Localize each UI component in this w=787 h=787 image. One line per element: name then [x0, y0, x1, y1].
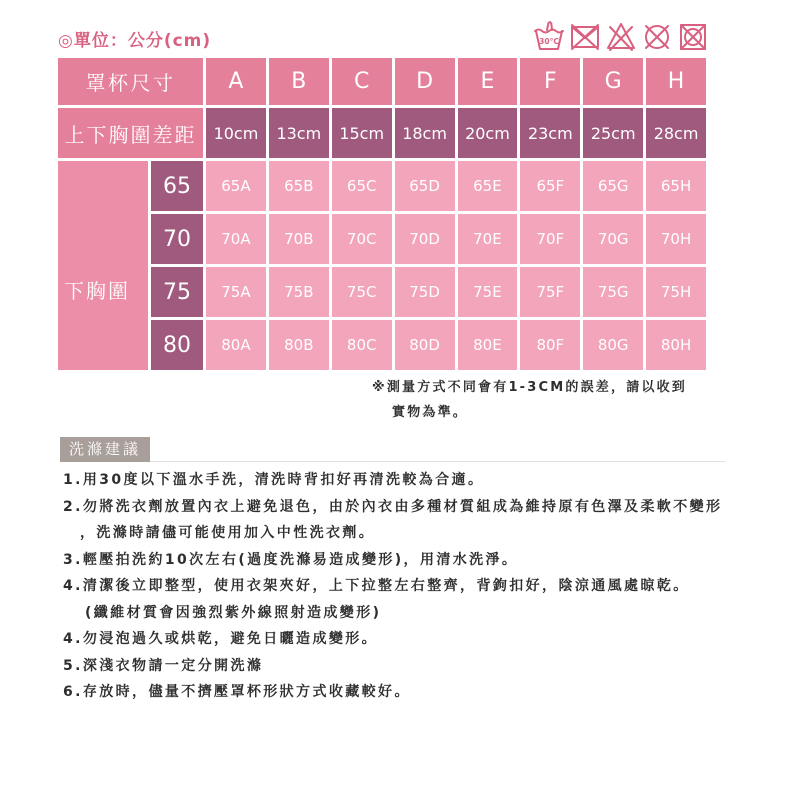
size-70b: 70B	[269, 214, 329, 264]
size-80c: 80C	[332, 320, 392, 370]
bust-difference-e: 20cm	[458, 108, 518, 158]
bust-difference-header: 上下胸圍差距	[58, 108, 203, 158]
size-80h: 80H	[646, 320, 706, 370]
care-item-7: 6.存放時，儘量不擠壓罩杯形狀方式收藏較好。	[63, 684, 411, 700]
cup-header-g: G	[583, 58, 643, 105]
size-75c: 75C	[332, 267, 392, 317]
size-65c: 65C	[332, 161, 392, 211]
measurement-note-continued: 實物為準。	[392, 405, 469, 420]
size-65g: 65G	[583, 161, 643, 211]
no-dry-clean-icon	[641, 19, 673, 53]
size-70f: 70F	[520, 214, 580, 264]
bust-difference-b: 13cm	[269, 108, 329, 158]
cup-header-b: B	[269, 58, 329, 105]
care-section-divider	[60, 461, 725, 462]
measurement-note: ※測量方式不同會有1-3CM的誤差，請以收到	[372, 380, 688, 395]
size-65a: 65A	[206, 161, 266, 211]
size-80d: 80D	[395, 320, 455, 370]
cup-header-c: C	[332, 58, 392, 105]
cup-size-header: 罩杯尺寸	[58, 58, 203, 105]
size-65b: 65B	[269, 161, 329, 211]
bust-difference-g: 25cm	[583, 108, 643, 158]
no-bleach-icon	[605, 19, 637, 53]
size-75g: 75G	[583, 267, 643, 317]
size-75d: 75D	[395, 267, 455, 317]
wash-temperature-label: 30°C	[539, 37, 559, 46]
care-item-6: 5.深淺衣物請一定分開洗滌	[63, 657, 264, 674]
size-80b: 80B	[269, 320, 329, 370]
bust-difference-c: 15cm	[332, 108, 392, 158]
size-80e: 80E	[458, 320, 518, 370]
care-instructions	[63, 467, 722, 706]
hand-wash-30-icon	[533, 19, 565, 53]
band-size-70: 70	[151, 214, 203, 264]
band-size-80: 80	[151, 320, 203, 370]
unit-label: ◎單位：公分(cm)	[58, 31, 212, 51]
care-section-title: 洗滌建議	[60, 437, 150, 462]
size-65e: 65E	[458, 161, 518, 211]
care-item-1: 1.用30度以下溫水手洗，清洗時背扣好再清洗較為合適。	[63, 472, 485, 488]
no-wring-icon	[569, 19, 601, 53]
cup-header-d: D	[395, 58, 455, 105]
cup-header-a: A	[206, 58, 266, 105]
cup-header-e: E	[458, 58, 518, 105]
size-65h: 65H	[646, 161, 706, 211]
size-80a: 80A	[206, 320, 266, 370]
size-75h: 75H	[646, 267, 706, 317]
bust-difference-f: 23cm	[520, 108, 580, 158]
care-icons	[533, 19, 709, 53]
size-75e: 75E	[458, 267, 518, 317]
care-item-4: 4.清潔後立即整型，使用衣架夾好，上下拉整左右整齊，背鉤扣好，陰涼通風處晾乾。	[63, 578, 690, 594]
bust-difference-h: 28cm	[646, 108, 706, 158]
care-item-5: 4.勿浸泡過久或烘乾，避免日曬造成變形。	[63, 631, 379, 647]
size-70a: 70A	[206, 214, 266, 264]
no-tumble-dry-icon	[677, 19, 709, 53]
cup-header-f: F	[520, 58, 580, 105]
care-item-2-continued: ，洗滌時請儘可能使用加入中性洗衣劑。	[80, 525, 376, 541]
size-65f: 65F	[520, 161, 580, 211]
band-size-75: 75	[151, 267, 203, 317]
size-70e: 70E	[458, 214, 518, 264]
size-75b: 75B	[269, 267, 329, 317]
size-65d: 65D	[395, 161, 455, 211]
size-70g: 70G	[583, 214, 643, 264]
size-70c: 70C	[332, 214, 392, 264]
bust-difference-d: 18cm	[395, 108, 455, 158]
care-item-4-continued: (纖維材質會因強烈紫外線照射造成變形)	[85, 604, 382, 621]
cup-header-h: H	[646, 58, 706, 105]
size-75a: 75A	[206, 267, 266, 317]
band-size-65: 65	[151, 161, 203, 211]
size-70h: 70H	[646, 214, 706, 264]
size-75f: 75F	[520, 267, 580, 317]
size-80f: 80F	[520, 320, 580, 370]
size-table	[58, 58, 706, 370]
bust-difference-a: 10cm	[206, 108, 266, 158]
size-70d: 70D	[395, 214, 455, 264]
care-item-2: 2.勿將洗衣劑放置內衣上避免退色，由於內衣由多種材質組成為維持原有色澤及柔軟不變形	[63, 498, 723, 515]
size-80g: 80G	[583, 320, 643, 370]
care-item-3: 3.輕壓拍洗約10次左右(過度洗滌易造成變形)，用清水洗淨。	[63, 551, 519, 568]
underbust-header: 下胸圍	[58, 161, 148, 370]
